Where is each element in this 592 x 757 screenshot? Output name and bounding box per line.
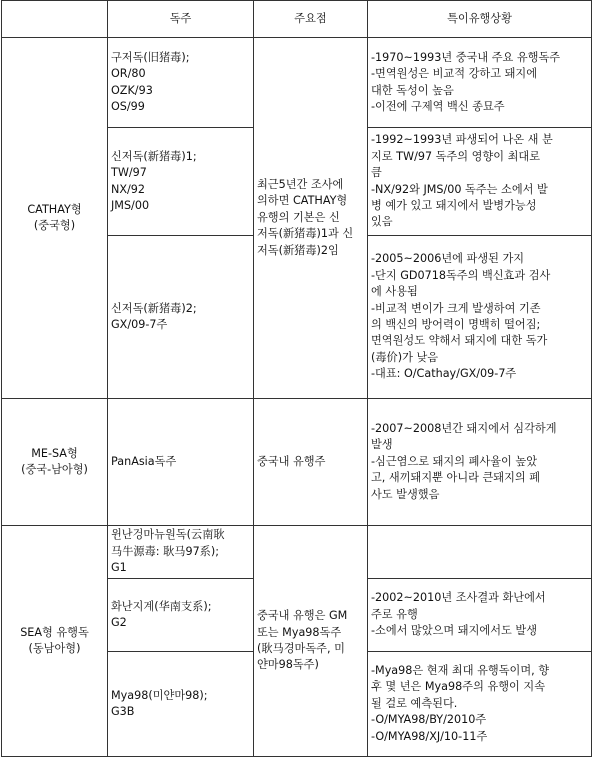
spec-line: -NX/92와 JMS/00 독주는 소에서 발 [371, 182, 548, 196]
fmd-strain-table [1, 0, 592, 757]
spec-line: -2007~2008년간 돼지에서 심각하게 [371, 421, 557, 435]
strain-line: G1 [111, 561, 127, 575]
note-cell-cathay [254, 38, 368, 399]
strain-cell [108, 652, 254, 757]
note-line: 저독(新猪毒)2임 [257, 243, 339, 257]
strain-line: 신저독(新猪毒)1; [111, 149, 197, 163]
spec-line: -비교적 변이가 크게 발생하여 기존 [371, 301, 541, 315]
spec-line: 대한 독성이 높음 [371, 83, 454, 97]
spec-line: -대표: O/Cathay/GX/09-7주 [371, 367, 517, 381]
spec-line: -심근염으로 돼지의 폐사율이 높았 [371, 454, 538, 468]
spec-line: -2002~2010년 조사결과 화난에서 [371, 591, 546, 605]
spec-line: -Mya98은 현재 최대 유행독이며, 향 [371, 663, 550, 677]
table-row [2, 38, 592, 128]
header-special-status: 특이유행상황 [368, 1, 592, 38]
strain-line: G2 [111, 616, 127, 629]
strain-line: 화난지계(华南支系); [111, 599, 212, 613]
spec-line: (毒价)가 낮음 [371, 350, 439, 364]
spec-line: 후 몇 년은 Mya98주의 유행이 지속 [371, 680, 546, 694]
strain-line: JMS/00 [111, 198, 150, 212]
note-line: 저독(新猪毒)1과 신 [257, 227, 354, 241]
spec-cell [368, 579, 592, 652]
spec-cell [368, 399, 592, 526]
strain-line: OZK/93 [111, 83, 153, 97]
strain-line: 윈난겅마뉴원독(云南耿 [111, 528, 225, 542]
spec-line: -O/MYA98/XJ/10-11주 [371, 729, 488, 743]
strain-cell [108, 128, 254, 236]
spec-line: -이전에 구제역 백신 종묘주 [371, 99, 505, 113]
spec-cell [368, 652, 592, 757]
strain-cell [108, 399, 254, 526]
table-row [2, 399, 592, 526]
strain-line: G3B [111, 705, 135, 718]
strain-line: 신저독(新猪毒)2; [111, 301, 197, 315]
spec-line: -소에서 많았으며 돼지에서도 발생 [371, 624, 538, 638]
spec-line: -단지 GD0718독주의 백신효과 검사 [371, 268, 551, 282]
strain-cell [108, 526, 254, 579]
spec-line: -면역원성은 비교적 강하고 돼지에 [371, 67, 538, 81]
strain-line: TW/97 [111, 166, 147, 180]
type-label: CATHAY형 [27, 202, 82, 216]
spec-line: 주로 유행 [371, 607, 418, 621]
spec-line: 지로 TW/97 독주의 영향이 최대로 [371, 149, 541, 163]
spec-line: 에 사용됨 [371, 285, 418, 299]
spec-cell-empty [368, 526, 592, 579]
spec-line: 될 걸로 예측된다. [371, 696, 458, 710]
spec-cell [368, 236, 592, 399]
spec-line: -O/MYA98/BY/2010주 [371, 713, 487, 727]
strain-cell [108, 38, 254, 128]
type-label: SEA형 유행독 [20, 625, 89, 639]
strain-line: GX/09-7주 [111, 318, 168, 331]
spec-line: -1992~1993년 파생되어 나온 새 분 [371, 133, 553, 147]
note-cell-sea [254, 526, 368, 757]
spec-line: 의 백신의 방어력이 명백히 떨어짐; [371, 318, 541, 331]
spec-line: 면역원성도 약해서 돼지에 대한 독가 [371, 334, 548, 348]
strain-line: 구저독(旧猪毒); [111, 50, 190, 64]
strain-cell [108, 236, 254, 399]
note-line: (耿马경마독주, 미 [257, 642, 345, 655]
note-line: 유행의 기본은 신 [257, 210, 340, 224]
type-cell-mesa [2, 399, 108, 526]
type-sublabel: (동남아형) [28, 642, 81, 655]
spec-cell [368, 38, 592, 128]
header-strain: 독주 [108, 1, 254, 38]
spec-line: 큼 [371, 166, 382, 180]
spec-line: 고, 새끼돼지뿐 아니라 큰돼지의 폐 [371, 471, 541, 485]
spec-line: -1970~1993년 중국내 주요 유행독주 [371, 50, 561, 64]
note-line: 의하면 CATHAY형 [257, 194, 348, 208]
strain-line: OS/99 [111, 99, 145, 113]
header-empty [2, 1, 108, 38]
type-sublabel: (중국형) [33, 219, 76, 232]
strain-cell [108, 579, 254, 652]
strain-line: NX/92 [111, 182, 146, 196]
strain-line: PanAsia독주 [111, 454, 177, 468]
note-cell-mesa [254, 399, 368, 526]
spec-cell [368, 128, 592, 236]
strain-line: OR/80 [111, 67, 146, 81]
header-main-point: 주요점 [254, 1, 368, 38]
type-cell-sea [2, 526, 108, 757]
note-line: 최근5년간 조사에 [257, 177, 344, 191]
type-sublabel: (중국-남아형) [21, 463, 88, 476]
note-line: 중국내 유행은 GM [257, 609, 348, 623]
spec-line: 병 예가 있고 돼지에서 발병가능성 [371, 198, 537, 212]
type-label: ME-SA형 [31, 446, 78, 460]
strain-line: Mya98(미얀마98); [111, 688, 208, 702]
header-row [2, 1, 592, 38]
type-cell-cathay [2, 38, 108, 399]
note-line: 중국내 유행주 [257, 454, 326, 468]
strain-line: 马牛源毒: 耿马97系); [111, 544, 220, 558]
spec-line: 사도 발생했음 [371, 487, 440, 501]
spec-line: -2005~2006년에 파생된 가지 [371, 252, 525, 266]
note-line: 얀마98독주) [257, 658, 319, 672]
spec-line: 있음 [371, 215, 393, 229]
spec-line: 발생 [371, 438, 393, 452]
table-row [2, 526, 592, 579]
note-line: 또는 Mya98독주 [257, 625, 342, 639]
